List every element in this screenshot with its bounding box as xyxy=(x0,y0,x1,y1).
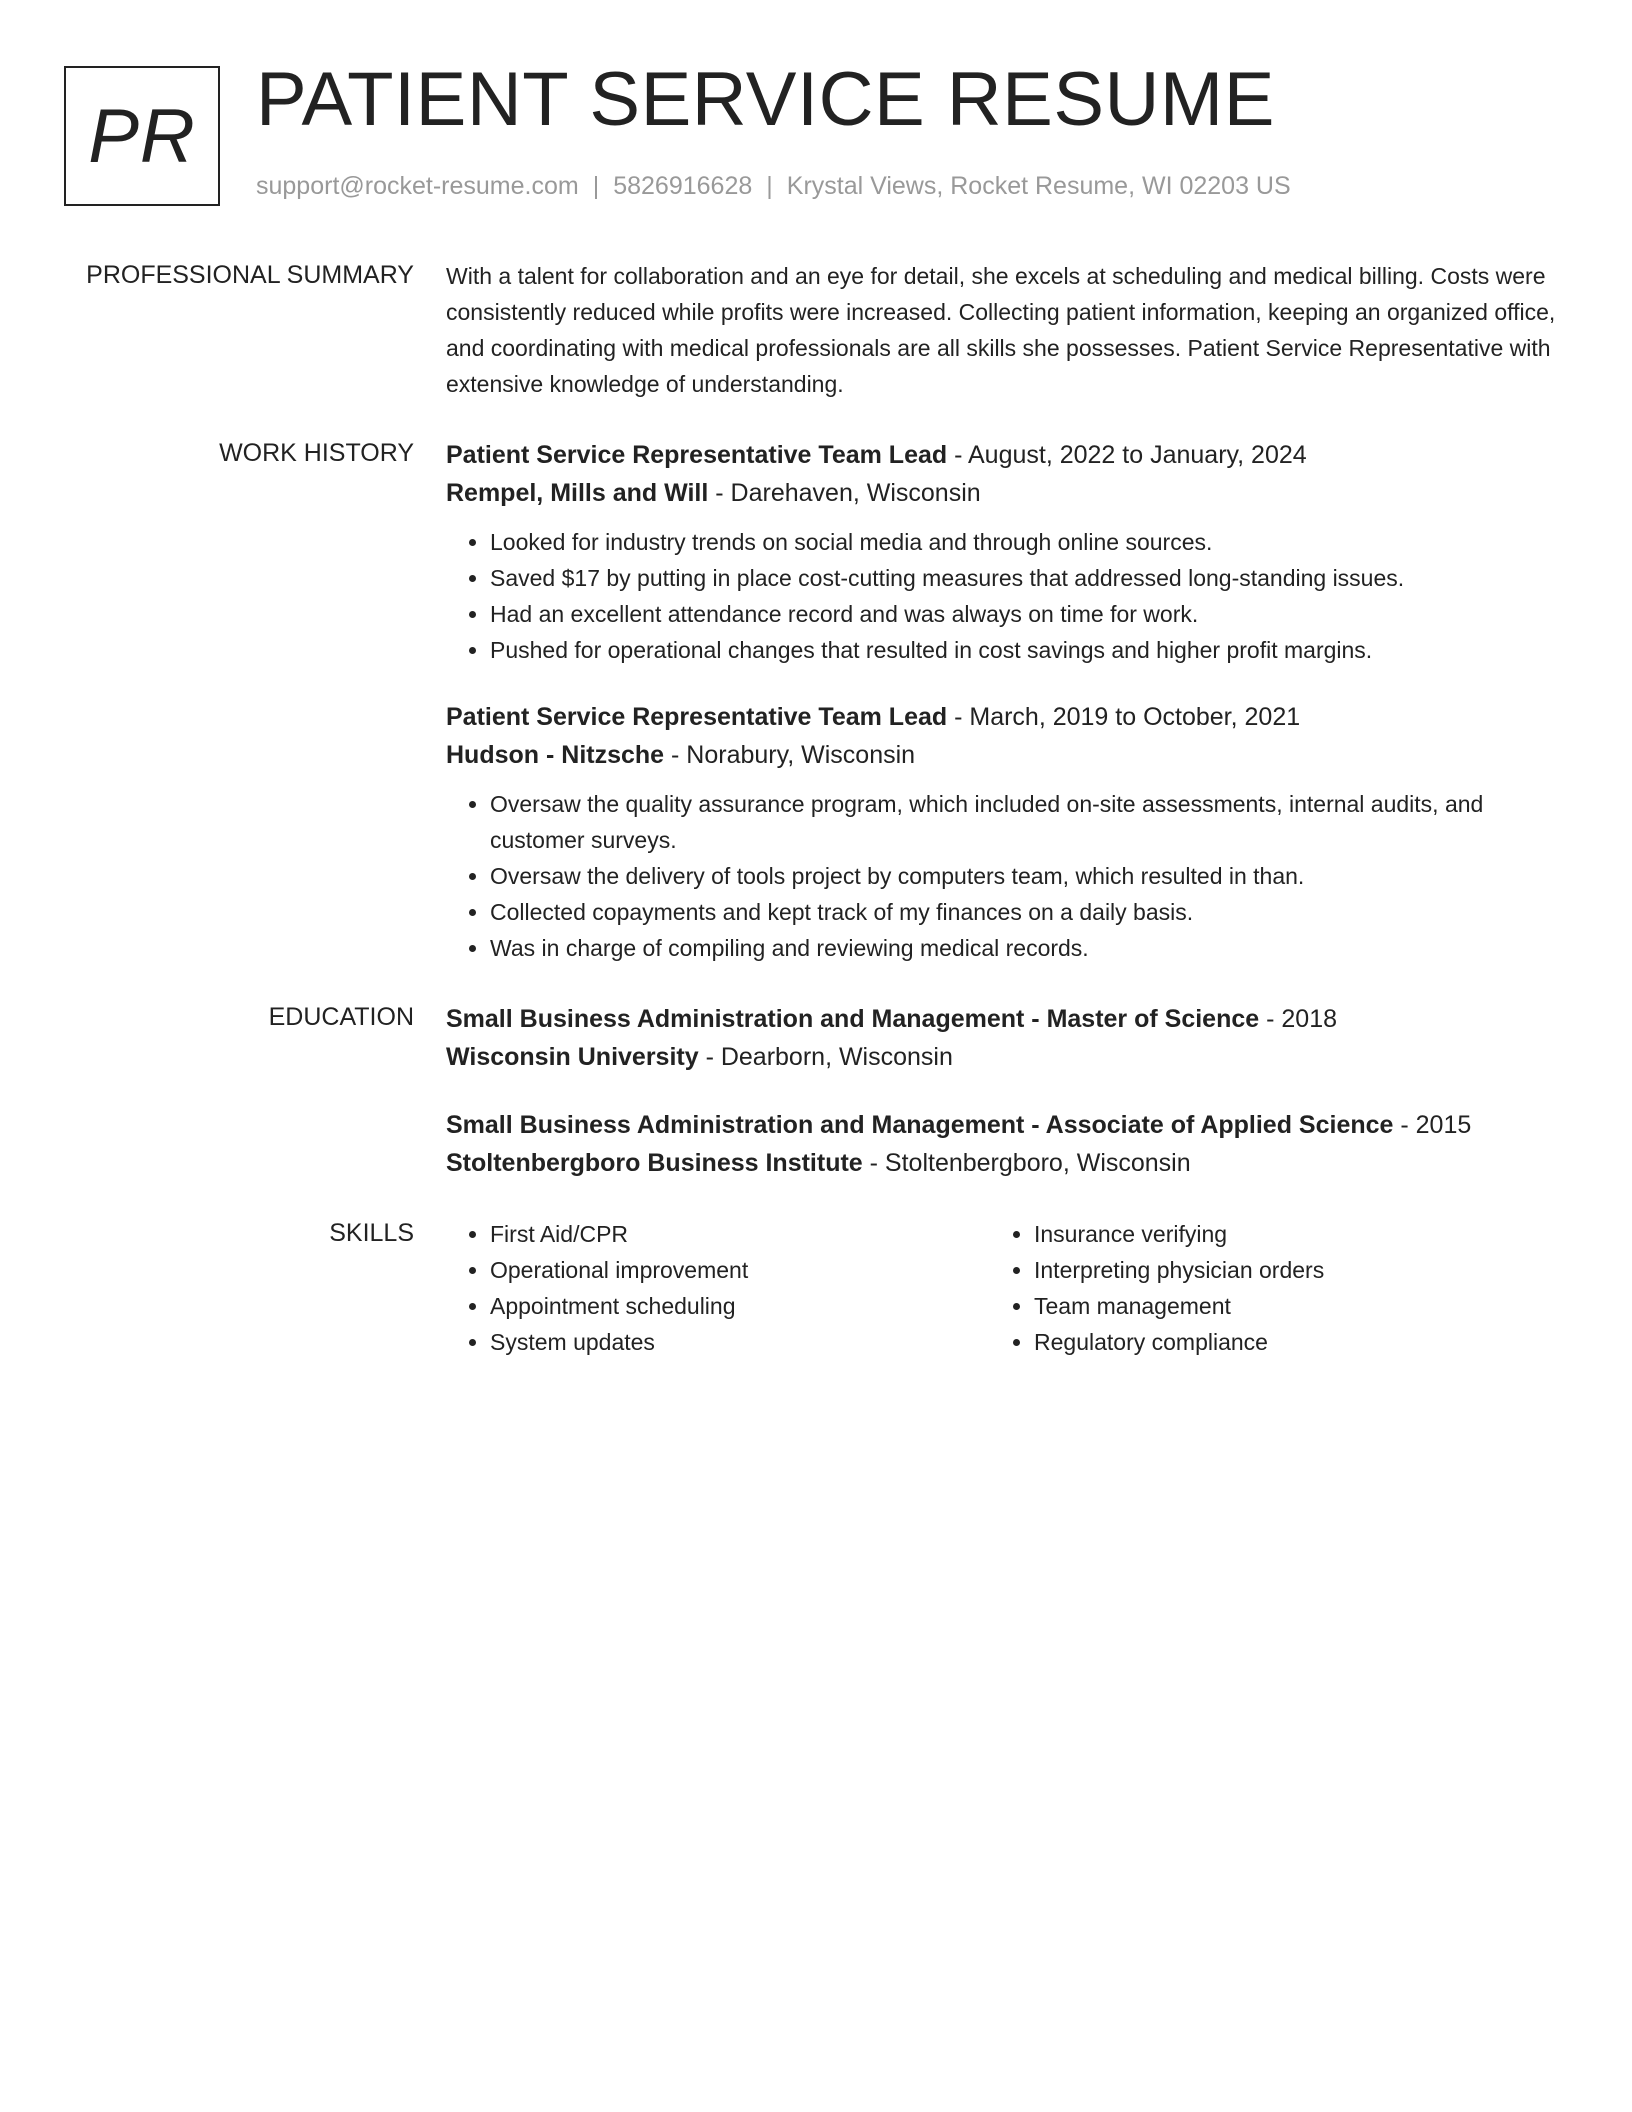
degree-year: - 2015 xyxy=(1393,1111,1472,1139)
job-company: Hudson - Nitzsche xyxy=(446,741,665,769)
summary-body xyxy=(446,258,1566,402)
skill-item: • First Aid/CPR xyxy=(490,1216,990,1252)
section-label-summary: PROFESSIONAL SUMMARY xyxy=(86,261,414,289)
resume-sections xyxy=(0,258,1632,1394)
school-line xyxy=(446,1038,1566,1076)
job-bullet: • Collected copayments and kept track of my finances on a daily basis. xyxy=(490,894,1566,930)
school-location: - Dearborn, Wisconsin xyxy=(698,1043,953,1071)
job-location: - Norabury, Wisconsin xyxy=(664,741,916,769)
job-company-line xyxy=(446,474,1566,512)
job-title-line xyxy=(446,698,1566,736)
contact-phone: 5826916628 xyxy=(613,172,753,200)
section-skills xyxy=(0,1216,1632,1360)
job-dates: - August, 2022 to January, 2024 xyxy=(947,441,1307,469)
school-name: Wisconsin University xyxy=(446,1043,699,1071)
job-company: Rempel, Mills and Will xyxy=(446,479,709,507)
skill-item: • Appointment scheduling xyxy=(490,1288,990,1324)
school-name: Stoltenbergboro Business Institute xyxy=(446,1149,863,1177)
job-bullet: • Oversaw the quality assurance program, which included on-site assessments, internal audits, and customer surveys. xyxy=(490,786,1566,858)
skills-list-left xyxy=(446,1216,990,1360)
degree-name: Small Business Administration and Management - Associate of Applied Science xyxy=(446,1111,1394,1139)
monogram-badge xyxy=(64,66,220,206)
section-label-work-history: WORK HISTORY xyxy=(219,439,414,467)
degree-line xyxy=(446,1000,1566,1038)
section-label-skills: SKILLS xyxy=(329,1219,414,1247)
job-entry xyxy=(446,698,1566,966)
job-bullet: • Looked for industry trends on social media and through online sources. xyxy=(490,524,1566,560)
section-work-history xyxy=(0,436,1632,966)
job-title: Patient Service Representative Team Lead xyxy=(446,703,948,731)
job-dates: - March, 2019 to October, 2021 xyxy=(947,703,1301,731)
contact-line xyxy=(256,172,1291,201)
education-entry xyxy=(446,1106,1566,1182)
school-location: - Stoltenbergboro, Wisconsin xyxy=(862,1149,1191,1177)
skill-item: • Regulatory compliance xyxy=(1034,1324,1534,1360)
skill-item: • Interpreting physician orders xyxy=(1034,1252,1534,1288)
job-entry xyxy=(446,436,1566,668)
job-title: Patient Service Representative Team Lead xyxy=(446,441,948,469)
degree-name: Small Business Administration and Management - Master of Science xyxy=(446,1005,1260,1033)
job-bullet: • Had an excellent attendance record and was always on time for work. xyxy=(490,596,1566,632)
contact-separator: | xyxy=(592,172,600,200)
summary-text: With a talent for collaboration and an eye for detail, she excels at scheduling and medical billing. Costs were consistently reduced while profits were increased. Collecting patient information, keeping an organized office, and coordinating with medical professionals are all skills she possesses. Patient Service Representative with extensive knowledge of understanding. xyxy=(446,263,1556,397)
monogram-text: PR xyxy=(88,93,196,179)
degree-year: - 2018 xyxy=(1259,1005,1338,1033)
job-bullets xyxy=(446,786,1566,966)
school-line xyxy=(446,1144,1566,1182)
section-education xyxy=(0,1000,1632,1182)
resume-title: PATIENT SERVICE RESUME xyxy=(256,57,1275,142)
education-body xyxy=(446,1000,1566,1182)
contact-address: Krystal Views, Rocket Resume, WI 02203 US xyxy=(786,172,1291,200)
skills-body xyxy=(446,1216,1566,1360)
skills-list-right xyxy=(990,1216,1534,1360)
job-title-line xyxy=(446,436,1566,474)
job-bullets xyxy=(446,524,1566,668)
degree-line xyxy=(446,1106,1566,1144)
job-bullet: • Pushed for operational changes that resulted in cost savings and higher profit margins. xyxy=(490,632,1566,668)
section-label-education: EDUCATION xyxy=(268,1003,414,1031)
skill-item: • Insurance verifying xyxy=(1034,1216,1534,1252)
skill-item: • Operational improvement xyxy=(490,1252,990,1288)
job-bullet: • Saved $17 by putting in place cost-cutting measures that addressed long-standing issues. xyxy=(490,560,1566,596)
job-company-line xyxy=(446,736,1566,774)
skill-item: • Team management xyxy=(1034,1288,1534,1324)
education-entry xyxy=(446,1000,1566,1076)
job-bullet: • Oversaw the delivery of tools project by computers team, which resulted in than. xyxy=(490,858,1566,894)
section-summary xyxy=(0,258,1632,402)
work-history-body xyxy=(446,436,1566,966)
contact-separator: | xyxy=(766,172,773,200)
job-bullet: • Was in charge of compiling and reviewing medical records. xyxy=(490,930,1566,966)
contact-email: support@rocket-resume.com xyxy=(256,172,579,200)
job-location: - Darehaven, Wisconsin xyxy=(708,479,981,507)
skill-item: • System updates xyxy=(490,1324,990,1360)
